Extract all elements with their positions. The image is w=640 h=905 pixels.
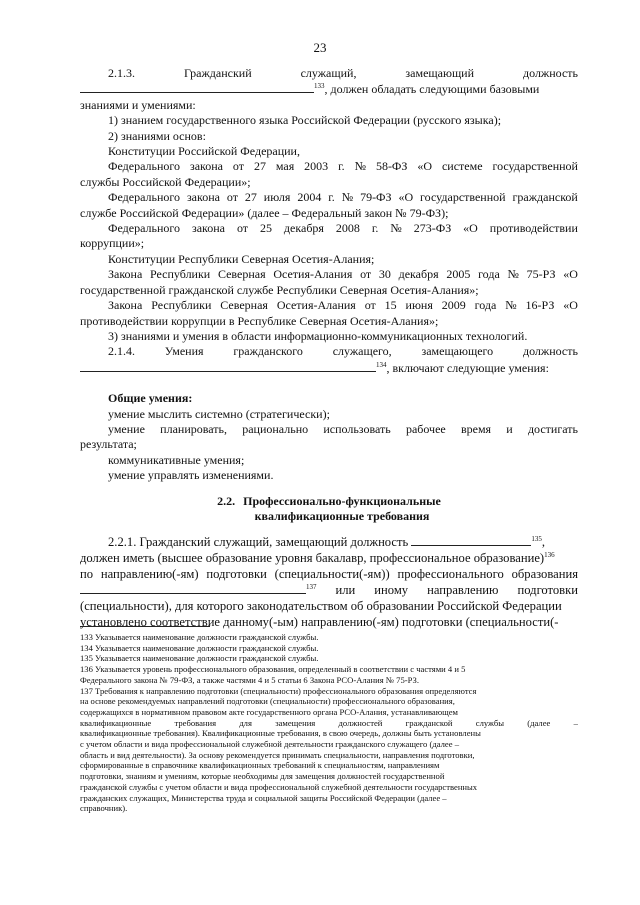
footnote-ref-137: 137 — [306, 583, 317, 592]
footnote-137-cont: область и вид деятельности). За основу рекомендуется принимать специальности, направления подготовки, — [80, 749, 475, 760]
plan-line1: умение планировать, рационально использовать рабочее время и достигать — [108, 421, 578, 436]
list-item: Конституции Российской Федерации, — [108, 144, 300, 159]
footnote-137-cont: гражданских служащих, Министерства труда и социальной защиты Российской Федерации (далее – — [80, 792, 447, 803]
section-22-title-2: квалификационные требования — [254, 508, 430, 523]
footnote-137-cont: справочник). — [80, 803, 128, 814]
footnote-136-cont: Федерального закона № 79-ФЗ, а также частями 4 и 5 статьи 6 Закона РСО-Алания № 75-РЗ. — [80, 674, 419, 685]
s221-line1: 2.2.1. Гражданский служащий, замещающий должность $^{135}$, — [108, 535, 546, 550]
position-blank — [411, 534, 531, 546]
fz58-line1: Федерального закона от 27 мая 2003 г. № 58-ФЗ «О системе государственной — [108, 159, 578, 174]
fz79-line1: Федерального закона от 27 июля 2004 г. № 79-ФЗ «О государственной гражданской — [108, 190, 578, 205]
list-item: коммуникативные умения; — [108, 452, 245, 467]
position-blank — [80, 81, 314, 93]
position-blank — [80, 360, 376, 372]
s221-line2: должен иметь (высшее образование уровня бакалавр, профессиональное образование)$^{136}$ — [80, 551, 555, 566]
section-22-title-1: Профессионально-функциональные — [243, 493, 441, 508]
rz75-line1: Закона Республики Северная Осетия-Алания от 30 декабря 2005 года № 75-РЗ «О — [108, 267, 578, 282]
footnote-137-cont: квалификационные требования для замещения должностей гражданской службы (далее – — [80, 717, 578, 728]
section-22-number: 2.2. — [217, 493, 236, 508]
footnote-separator — [80, 626, 210, 627]
footnote-137-cont: сформированные в справочнике квалификационных требований к специальностям, направлениям — [80, 760, 440, 771]
s221-line3: по направлению(-ям) подготовки (специальности(-ям)) профессионального образования — [80, 567, 578, 582]
specialty-blank — [80, 582, 306, 594]
s221-line6: установлено соответствие данному(-ым) направлению(-ям) подготовки (специальности(- — [80, 615, 559, 630]
s221-line5: (специальности), для которого законодательством об образовании Российской Федерации — [80, 599, 562, 614]
list-item: 2) знаниями основ: — [108, 128, 206, 143]
list-item: умение управлять изменениями. — [108, 468, 274, 483]
footnote-137-cont: подготовки, знаниям и умениям, которые необходимы для замещения должностей государственной — [80, 771, 445, 782]
footnote-137: 137 Требования к направлению подготовки (специальности) профессионального образования определяются — [80, 685, 477, 696]
s213-line1: 2.1.3. Гражданский служащий, замещающий должность — [108, 66, 578, 80]
footnote-ref-133: 133 — [314, 82, 325, 91]
fz273-line2: коррупции»; — [80, 236, 145, 251]
footnote-137-cont: с учетом области и вида профессиональной служебной деятельности гражданского служащего (далее – — [80, 739, 459, 750]
main-text — [80, 66, 578, 630]
rz16-line2: противодействии коррупции в Республике Северная Осетия-Алания»; — [80, 313, 439, 328]
footnote-136: 136 Указывается уровень профессионального образования, определенный в соответствии с частями 4 и 5 — [80, 664, 466, 675]
footnotes — [80, 632, 578, 814]
list-item: 1) знанием государственного языка Российской Федерации (русского языка); — [108, 113, 502, 128]
fz273-line1: Федерального закона от 25 декабря 2008 г. № 273-ФЗ «О противодействии — [108, 221, 578, 236]
footnote-134: 134 Указывается наименование должности гражданской службы. — [80, 642, 319, 653]
section-22-heading — [80, 494, 578, 525]
footnote-137-cont: квалификационные требования). Квалификационные требования, в свою очередь, должны быть установлены — [80, 728, 481, 739]
rz16-line1: Закона Республики Северная Осетия-Алания от 15 июня 2009 года № 16-РЗ «О — [108, 298, 578, 313]
footnote-ref-135: 135 — [531, 535, 542, 544]
section-221 — [80, 534, 578, 630]
s214-line1: 2.1.4. Умения гражданского служащего, замещающего должность — [108, 344, 578, 359]
footnote-137-cont: содержащихся в нормативном правовом акте государственного органа РСО-Алания, устанавливающем — [80, 706, 458, 717]
footnote-ref-134: 134 — [376, 360, 387, 369]
footnote-137-cont: гражданской службы с учетом области и вида профессиональной служебной деятельности государственных — [80, 781, 478, 792]
s214-line2: $^{134}$, включают следующие умения: — [80, 360, 578, 376]
s213-number: 2.1.3. — [108, 66, 135, 80]
footnote-ref-136: 136 — [544, 551, 555, 560]
footnote-137-cont: на основе рекомендуемых направлений подготовки (специальности) профессионального образования, — [80, 696, 455, 707]
rz75-line2: государственной гражданской службе Республики Северная Осетия-Алания»; — [80, 282, 479, 297]
fz79-line2: службе Российской Федерации» (далее – Федеральный закон № 79-ФЗ); — [80, 205, 449, 220]
plan-line2: результата; — [80, 437, 137, 452]
fz58-line2: службы Российской Федерации»; — [80, 174, 251, 189]
list-item: умение мыслить системно (стратегически); — [108, 406, 330, 421]
footnote-133: 133 Указывается наименование должности гражданской службы. — [80, 632, 319, 642]
s213-line2: $^{133}$, должен обладать следующими базовыми — [80, 81, 578, 97]
list-item: 3) знаниями и умения в области информационно-коммуникационных технологий. — [108, 328, 528, 343]
rso-constitution: Конституции Республики Северная Осетия-Алания; — [108, 251, 375, 266]
s213-line3: знаниями и умениями: — [80, 97, 196, 112]
general-skills-title: Общие умения: — [108, 391, 193, 406]
s221-line4: $^{137}$ или иному направлению подготовки — [80, 582, 578, 598]
footnote-135: 135 Указывается наименование должности гражданской службы. — [80, 653, 319, 664]
page-number: 23 — [313, 40, 327, 55]
